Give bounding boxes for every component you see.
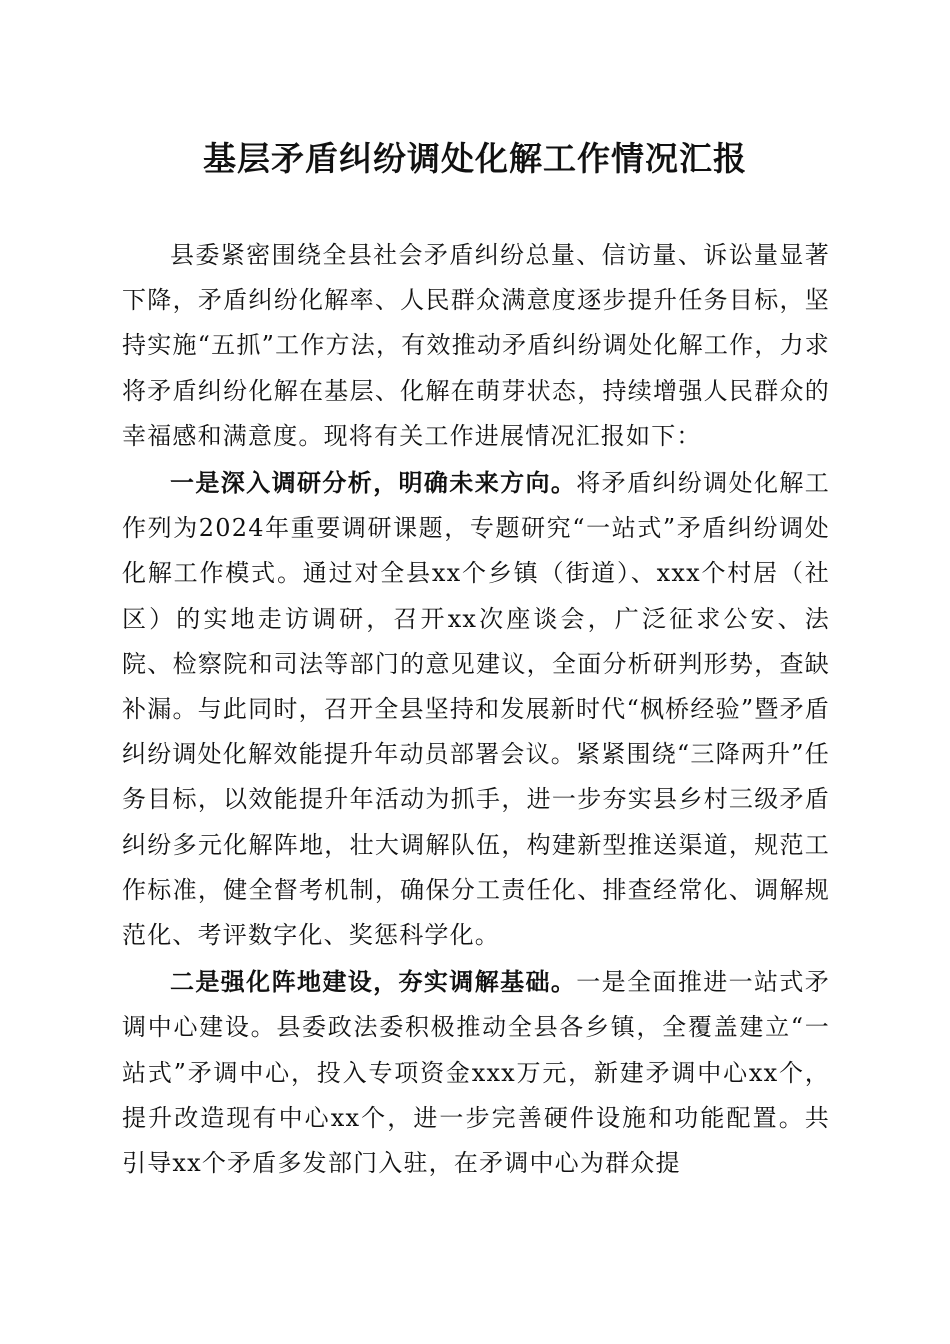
document-body	[122, 233, 830, 1187]
section-heading: 一是深入调研分析，明确未来方向。	[170, 468, 577, 498]
paragraph-text: 一是全面推进一站式矛调中心建设。县委政法委积极推动全县各乡镇，全覆盖建立“一站式”矛调中心，投入专项资金xxx万元，新建矛调中心xx个，提升改造现有中心xx个，进一步完善硬件设施和功能配置。共引导xx个矛盾多发部门入驻，在矛调中心为群众提	[122, 968, 831, 1178]
page-title: 基层矛盾纠纷调处化解工作情况汇报	[203, 139, 747, 178]
paragraph-section-2	[122, 959, 830, 1186]
paragraph-intro	[122, 233, 830, 459]
paragraph-section-1	[122, 460, 830, 958]
section-heading: 二是强化阵地建设，夯实调解基础。	[170, 967, 577, 997]
paragraph-text: 县委紧密围绕全县社会矛盾纠纷总量、信访量、诉讼量显著下降，矛盾纠纷化解率、人民群众满意度逐步提升任务目标，坚持实施“五抓”工作方法，有效推动矛盾纠纷调处化解工作，力求将矛盾纠纷化解在基层、化解在萌芽状态，持续增强人民群众的幸福感和满意度。现将有关工作进展情况汇报如下：	[122, 241, 830, 450]
paragraph-text: 将矛盾纠纷调处化解工作列为2024年重要调研课题，专题研究“一站式”矛盾纠纷调处化解工作模式。通过对全县xx个乡镇（街道）、xxx个村居（社区）的实地走访调研，召开xx次座谈会，广泛征求公安、法院、检察院和司法等部门的意见建议，全面分析研判形势，查缺补漏。与此同时，召开全县坚持和发展新时代“枫桥经验”暨矛盾纠纷调处化解效能提升年动员部署会议。紧紧围绕“三降两升”任务目标，以效能提升年活动为抓手，进一步夯实县乡村三级矛盾纠纷多元化解阵地，壮大调解队伍，构建新型推送渠道，规范工作标准，健全督考机制，确保分工责任化、排查经常化、调解规范化、考评数字化、奖惩科学化。	[122, 469, 831, 950]
